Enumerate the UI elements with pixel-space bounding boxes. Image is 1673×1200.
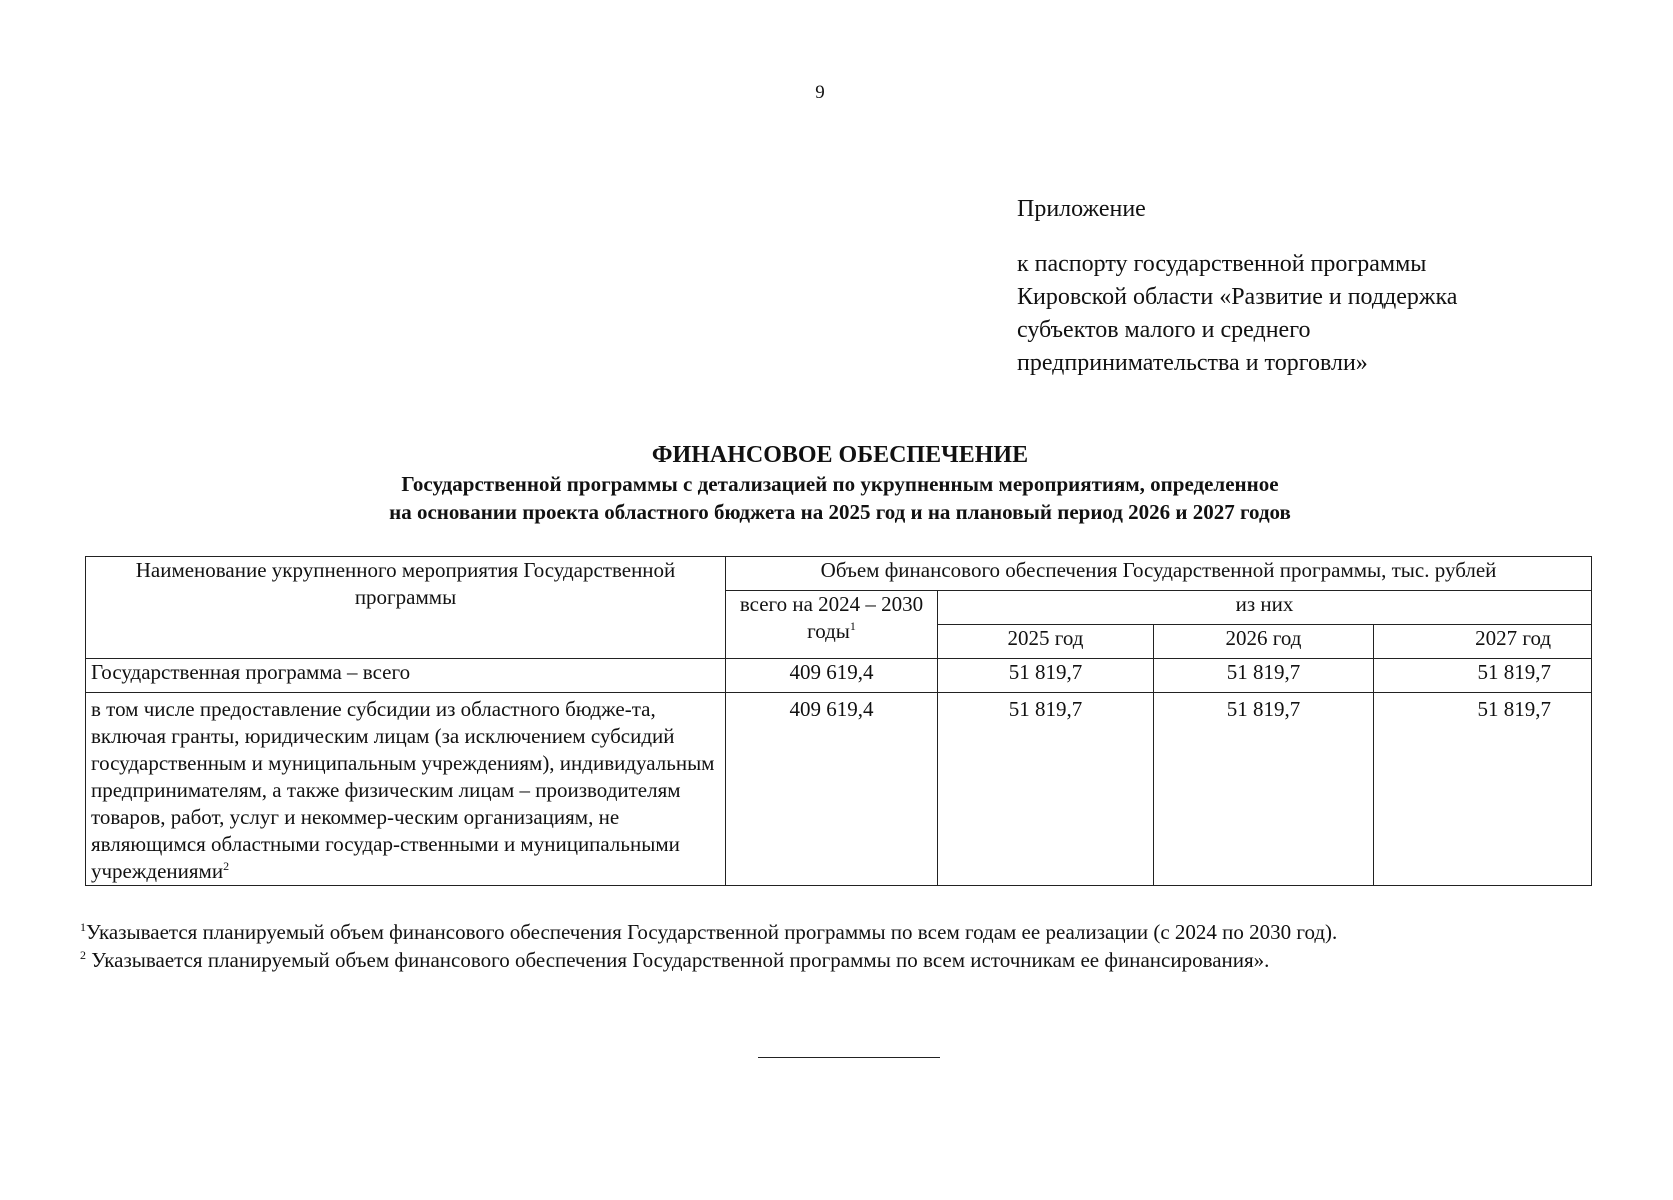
- appendix-line: Кировской области «Развитие и поддержка: [1017, 284, 1458, 310]
- header-year: 2026 год: [1154, 625, 1374, 659]
- closing-rule: [758, 1057, 940, 1058]
- heading-title: ФИНАНСОВОЕ ОБЕСПЕЧЕНИЕ: [651, 442, 1029, 468]
- financing-table: [85, 556, 1592, 886]
- footnote-text: Указывается планируемый объем финансового обеспечения Государственной программы по всем годам ее реализации (с 2024 по 2030 год).: [86, 920, 1338, 944]
- row-value: 51 819,7: [1374, 693, 1592, 886]
- heading-subtitle-line: на основании проекта областного бюджета на 2025 год и на плановый период 2026 и 2027 годов: [389, 500, 1291, 524]
- document-heading: [90, 440, 1590, 526]
- table-row: [86, 659, 1592, 693]
- footnote-text: Указывается планируемый объем финансового обеспечения Государственной программы по всем источникам ее финансирования».: [91, 948, 1270, 972]
- row-name: Государственная программа – всего: [86, 659, 726, 693]
- header-volume: Объем финансового обеспечения Государственной программы, тыс. рублей: [726, 557, 1592, 591]
- table-row: [86, 693, 1592, 886]
- appendix-title: Приложение: [1017, 196, 1146, 222]
- appendix-line: к паспорту государственной программы: [1017, 251, 1427, 277]
- footnotes: [80, 918, 1337, 974]
- row-value: 51 819,7: [1154, 693, 1374, 886]
- header-of-them: из них: [938, 591, 1592, 625]
- row-total: 409 619,4: [726, 659, 938, 693]
- header-year: 2025 год: [938, 625, 1154, 659]
- header-total: [726, 591, 938, 659]
- footnote-marker: 2: [80, 948, 86, 962]
- header-activity-name-text: Наименование укрупненного мероприятия Государственной программы: [135, 558, 676, 609]
- appendix-line: предпринимательства и торговли»: [1017, 350, 1368, 376]
- row-value: 51 819,7: [1154, 659, 1374, 693]
- page-number: 9: [815, 82, 825, 103]
- footnote: [80, 946, 1337, 974]
- row-total: 409 619,4: [726, 693, 938, 886]
- row-value: 51 819,7: [938, 693, 1154, 886]
- footnote-marker: 1: [80, 920, 86, 934]
- footnote-marker: 2: [223, 859, 230, 873]
- row-value: 51 819,7: [938, 659, 1154, 693]
- row-name: [86, 693, 726, 886]
- header-activity-name: [86, 557, 726, 659]
- header-year: 2027 год: [1374, 625, 1592, 659]
- appendix-line: субъектов малого и среднего: [1017, 317, 1311, 343]
- footnote: [80, 918, 1337, 946]
- appendix-block: [1017, 193, 1457, 380]
- row-name-text: в том числе предоставление субсидии из областного бюдже-та, включая гранты, юридическим лицам (за исключением субсидий государственным и муниципальным учреждениям), индивидуальным предпринимателям, а также физическим лицам – производителям товаров, работ, услуг и некоммер-ческим организациям, не являющимся областными государ-ственными и муниципальными учреждениями: [91, 697, 715, 883]
- row-value: 51 819,7: [1374, 659, 1592, 693]
- heading-subtitle-line: Государственной программы с детализацией по укрупненным мероприятиям, определенное: [401, 472, 1279, 496]
- header-total-text: всего на 2024 – 2030 годы: [739, 592, 924, 643]
- footnote-marker: 1: [849, 619, 856, 633]
